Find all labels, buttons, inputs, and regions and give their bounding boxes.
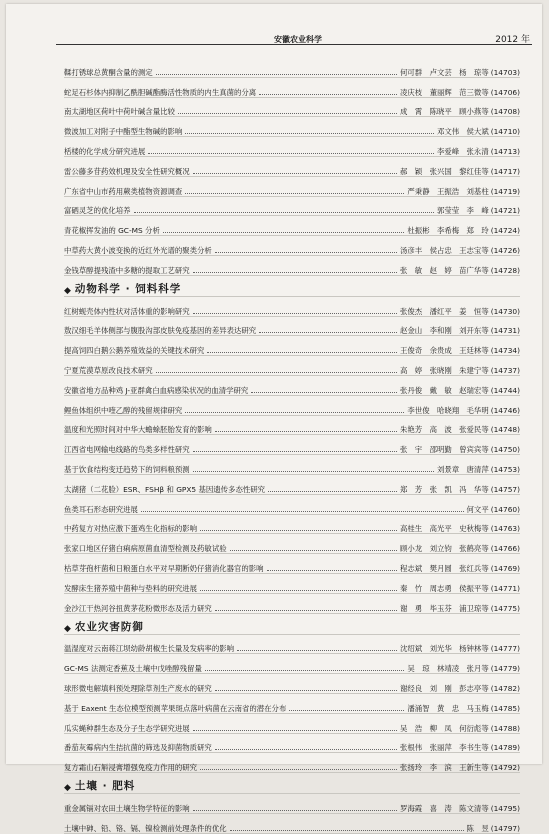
toc-entry (64, 356, 520, 376)
entry-title: 重金属镉对农田土壤生物学特征的影响 (64, 803, 190, 813)
entry-authors: 谢 勇 毕玉芬 浦卫琼等 (400, 603, 489, 613)
entry-authors: 张扬玲 李 滨 王新生等 (400, 763, 489, 773)
leader-dots (193, 272, 397, 273)
leader-dots (163, 232, 405, 233)
entry-authors: 李爱峰 张永清 (436, 146, 489, 156)
entry-authors: 吴 琼 林靖凌 张月等 (407, 664, 489, 674)
toc-entry (64, 157, 520, 177)
leader-dots (185, 412, 404, 413)
entry-title: 栝楼的化学成分研究进展 (64, 146, 146, 156)
entry-authors: 何文平 (466, 504, 489, 514)
entry-authors: 顾小龙 刘立钧 张鹤亮等 (400, 544, 489, 554)
toc-entry (64, 297, 520, 317)
entry-title: 金沙江干热河谷扭黄茅花粉微形态及活力研究 (64, 603, 212, 613)
journal-year: 2012 年 (495, 35, 530, 45)
entry-page: (14760) (490, 504, 520, 514)
entry-title: 红树蚬壳体内性状对活体重的影响研究 (64, 306, 190, 316)
journal-name: 安徽农业科学 (274, 35, 322, 44)
entry-page: (14797) (490, 823, 520, 833)
toc-entry (64, 554, 520, 574)
entry-title: 富硒灵芝的优化培养 (64, 206, 131, 216)
toc-entry (64, 814, 520, 834)
leader-dots (193, 810, 397, 811)
entry-page: (14795) (490, 803, 520, 813)
journal-page (6, 4, 542, 833)
entry-title: 敖汉细毛羊体侧部与腹股沟部皮肤免疫基因的差异表达研究 (64, 326, 257, 336)
leader-dots (259, 94, 397, 95)
leader-dots (251, 392, 397, 393)
entry-page: (14708) (490, 107, 520, 117)
entry-title: 基于 Eaxent 生态位模型预测苹果斑点落叶病菌在云南省的潜在分布 (64, 703, 287, 713)
entry-page: (14788) (490, 723, 520, 733)
entry-authors: 何可群 卢文芸 杨 琼等 (400, 67, 489, 77)
entry-title: 江西省电网输电线路的鸟类多样性研究 (64, 445, 190, 455)
entry-title: 发酵床生猪养殖中菌种与垫料的研究进展 (64, 583, 198, 593)
entry-page: (14710) (490, 127, 520, 137)
section-title: 土壤 · 肥料 (74, 780, 136, 793)
leader-dots (193, 471, 434, 472)
entry-title: 张家口地区仔猪白痢病原菌血清型检测及药敏试验 (64, 544, 227, 554)
entry-title: 复方霜山石斛浸膏增强免疫力作用的研究 (64, 763, 198, 773)
table-of-contents (64, 58, 520, 834)
leader-dots (193, 730, 397, 731)
entry-title: 温湿度对云南蒋江坝幼龄胡椒生长量及发病率的影响 (64, 644, 234, 654)
entry-authors: 程志斌 樊月圆 张红兵等 (400, 563, 489, 573)
leader-dots (268, 491, 397, 492)
entry-page: (14757) (490, 484, 520, 494)
entry-authors: 杜振彬 李希梅 郑 玲 (407, 226, 489, 236)
toc-entry (64, 197, 520, 217)
entry-title: 提高饲四白鹅公鹅养殖效益的关键技术研究 (64, 346, 205, 356)
section-heading (64, 773, 520, 794)
entry-title: 雷公藤多苷药效机理及安全性研究概况 (64, 166, 190, 176)
entry-page: (14792) (490, 763, 520, 773)
entry-title: 中草药大黄小波变换的近红外光谱的聚类分析 (64, 245, 212, 255)
entry-authors: 高桂生 高光平 史秋梅等 (400, 524, 489, 534)
leader-dots (148, 153, 434, 154)
section-heading (64, 276, 520, 297)
leader-dots (215, 252, 397, 253)
entry-title: GC-MS 法测定香蕉及土壤中戊唑醇残留量 (64, 664, 202, 674)
leader-dots (193, 313, 397, 314)
entry-title: 广东省中山市药用蕨类植物资源调查 (64, 186, 183, 196)
toc-entry (64, 396, 520, 416)
leader-dots (200, 530, 397, 531)
entry-title: 鱼类耳石形态研究进展 (64, 504, 138, 514)
toc-entry (64, 117, 520, 137)
diamond-icon: ◆ (64, 623, 72, 634)
toc-entry (64, 216, 520, 236)
section-heading (64, 614, 520, 635)
entry-authors: 吴 浩 柳 凤 何衍彪等 (400, 723, 489, 733)
entry-title: 金钱草醇提残渣中多糖的提取工艺研究 (64, 265, 190, 275)
entry-authors: 郑 芳 张 凯 冯 华等 (400, 484, 489, 494)
leader-dots (185, 133, 434, 134)
entry-authors: 邓文伟 侯大斌 (436, 127, 489, 137)
leader-dots (230, 830, 464, 831)
entry-page: (14731) (490, 326, 520, 336)
toc-entry (64, 475, 520, 495)
entry-authors: 罗海霞 喜 涛 陈文清等 (400, 803, 489, 813)
entry-authors: 谢经良 刘 刚 彭志亭等 (400, 683, 489, 693)
entry-page: (14728) (490, 265, 520, 275)
entry-title: 基于饮食结构变迁趋势下的饲料粮预测 (64, 464, 190, 474)
toc-entry (64, 78, 520, 98)
entry-title: 蛇足石杉体内抑制乙酰胆碱酯酶活性物质的内生真菌的分离 (64, 87, 257, 97)
entry-title: 温度和光照时间对中华大蟾蜍胚胎发育的影响 (64, 425, 212, 435)
toc-entry (64, 714, 520, 734)
entry-page: (14763) (490, 524, 520, 534)
toc-entry (64, 495, 520, 515)
entry-title: 微波加工对附子中酯型生物碱的影响 (64, 127, 183, 137)
entry-authors: 李世俊 哈晓翔 毛华明 (407, 405, 489, 415)
entry-authors: 高 婷 张晓刚 朱建宁等 (400, 365, 489, 375)
toc-entry (64, 635, 520, 655)
toc-entry (64, 753, 520, 773)
entry-page: (14721) (490, 206, 520, 216)
toc-entry (64, 435, 520, 455)
entry-page: (14730) (490, 306, 520, 316)
section-title: 动物科学 · 饲料科学 (74, 282, 182, 295)
entry-page: (14766) (490, 544, 520, 554)
entry-title: 青花椒挥发油的 GC-MS 分析 (64, 226, 160, 236)
toc-entry (64, 256, 520, 276)
entry-title: 中药复方对热应激下蛋鸡生化指标的影响 (64, 524, 198, 534)
entry-page: (14719) (490, 186, 520, 196)
entry-page: (14779) (490, 664, 520, 674)
entry-page: (14771) (490, 583, 520, 593)
toc-entry (64, 137, 520, 157)
entry-page: (14726) (490, 245, 520, 255)
entry-title: 枯草芽孢杆菌和日粮蛋白水平对早期断奶仔猪消化器官的影响 (64, 563, 264, 573)
leader-dots (156, 372, 397, 373)
leader-dots (193, 451, 397, 452)
entry-page: (14748) (490, 425, 520, 435)
section-title: 农业灾害防御 (74, 620, 144, 633)
entry-page: (14734) (490, 346, 520, 356)
toc-entry (64, 694, 520, 714)
leader-dots (200, 769, 397, 770)
toc-entry (64, 177, 520, 197)
entry-page: (14785) (490, 703, 520, 713)
diamond-icon: ◆ (64, 285, 72, 296)
leader-dots (200, 590, 397, 591)
entry-page: (14737) (490, 365, 520, 375)
entry-authors: 郝 颖 张兴国 黎红佳等 (400, 166, 489, 176)
toc-entry (64, 317, 520, 337)
leader-dots (193, 173, 397, 174)
leader-dots (215, 610, 397, 611)
entry-page: (14750) (490, 445, 520, 455)
toc-entry (64, 336, 520, 356)
entry-authors: 严秉静 王振浩 刘基柱 (407, 186, 489, 196)
entry-authors: 张 敏 赵 婷 苗广华等 (400, 265, 489, 275)
toc-entry (64, 674, 520, 694)
entry-title: 土壤中砷、铅、铬、镉、镍检测前处理条件的优化 (64, 823, 227, 833)
leader-dots (205, 670, 405, 671)
toc-entry (64, 654, 520, 674)
leader-dots (156, 74, 397, 75)
entry-title: 太湖猪（二花脸）ESR、FSHβ 和 GPX5 基因遗传多态性研究 (64, 484, 266, 494)
entry-authors: 凌庆枝 董丽辉 范三微等 (400, 87, 489, 97)
toc-entry (64, 98, 520, 118)
toc-entry (64, 534, 520, 554)
header-rule (56, 44, 532, 45)
leader-dots (178, 113, 397, 114)
entry-page: (14753) (490, 464, 520, 474)
toc-entry (64, 416, 520, 436)
leader-dots (215, 690, 397, 691)
leader-dots (289, 710, 404, 711)
entry-authors: 陈 昱 (466, 823, 489, 833)
toc-entry (64, 594, 520, 614)
entry-page: (14713) (490, 146, 520, 156)
entry-authors: 刘景章 唐清萍 (436, 464, 489, 474)
leader-dots (215, 431, 397, 432)
entry-authors: 朱艳芳 高 波 张爱民等 (400, 425, 489, 435)
toc-entry (64, 734, 520, 754)
entry-authors: 汤彦丰 侯占忠 王志宝等 (400, 245, 489, 255)
entry-page: (14777) (490, 644, 520, 654)
entry-title: 番茄灰霉病内生拮抗菌的筛选及抑菌物质研究 (64, 743, 212, 753)
leader-dots (134, 212, 434, 213)
entry-title: 鞣打锈球总黄酮含量的测定 (64, 67, 153, 77)
toc-entry (64, 236, 520, 256)
entry-page: (14775) (490, 603, 520, 613)
entry-authors: 秦 竹 周志勇 侯振平等 (400, 583, 489, 593)
leader-dots (230, 550, 397, 551)
page-header (6, 4, 542, 45)
entry-authors: 张 宇 邵明勤 曾宾宾等 (400, 445, 489, 455)
entry-page: (14746) (490, 405, 520, 415)
entry-authors: 沈绍斌 刘光华 杨钟林等 (400, 644, 489, 654)
entry-page: (14744) (490, 385, 520, 395)
leader-dots (267, 570, 397, 571)
leader-dots (207, 352, 397, 353)
entry-title: 宁夏荒漠草原改良技术研究 (64, 365, 153, 375)
entry-authors: 潘涌智 黄 忠 马玉梅 (407, 703, 489, 713)
entry-title: 南太湖地区荷叶中荷叶碱含量比较 (64, 107, 175, 117)
toc-entry (64, 515, 520, 535)
toc-entry (64, 376, 520, 396)
entry-page: (14706) (490, 87, 520, 97)
entry-authors: 成 霄 陈晓平 顾小燕等 (400, 107, 489, 117)
toc-entry (64, 574, 520, 594)
toc-entry (64, 794, 520, 814)
entry-page: (14724) (490, 226, 520, 236)
toc-entry (64, 455, 520, 475)
entry-page: (14769) (490, 563, 520, 573)
entry-authors: 张根伟 张丽萍 李书生等 (400, 743, 489, 753)
entry-page: (14789) (490, 743, 520, 753)
leader-dots (237, 650, 397, 651)
leader-dots (259, 332, 397, 333)
diamond-icon: ◆ (64, 783, 72, 794)
leader-dots (185, 193, 404, 194)
leader-dots (141, 511, 464, 512)
entry-title: 球形微电解填料预处理除草剂生产废水的研究 (64, 683, 212, 693)
entry-page: (14782) (490, 683, 520, 693)
entry-title: 安徽省地方品种鸡 J-亚群禽白血病感染状况的血清学研究 (64, 385, 249, 395)
entry-page: (14717) (490, 166, 520, 176)
entry-authors: 张俊杰 潘红平 姜 恒等 (400, 306, 489, 316)
toc-entry (64, 58, 520, 78)
entry-authors: 张丹俊 戴 敏 赵瑞宏等 (400, 385, 489, 395)
entry-authors: 郭莹莹 李 峰 (436, 206, 489, 216)
entry-authors: 赵金山 李和刚 刘开东等 (400, 326, 489, 336)
entry-title: 瓜实蝇种群生态及分子生态学研究进展 (64, 723, 190, 733)
entry-authors: 王俊奇 余贵成 王廷林等 (400, 346, 489, 356)
leader-dots (215, 749, 397, 750)
entry-page: (14703) (490, 67, 520, 77)
entry-title: 鲤鱼体组织中喹乙醇的残留规律研究 (64, 405, 183, 415)
